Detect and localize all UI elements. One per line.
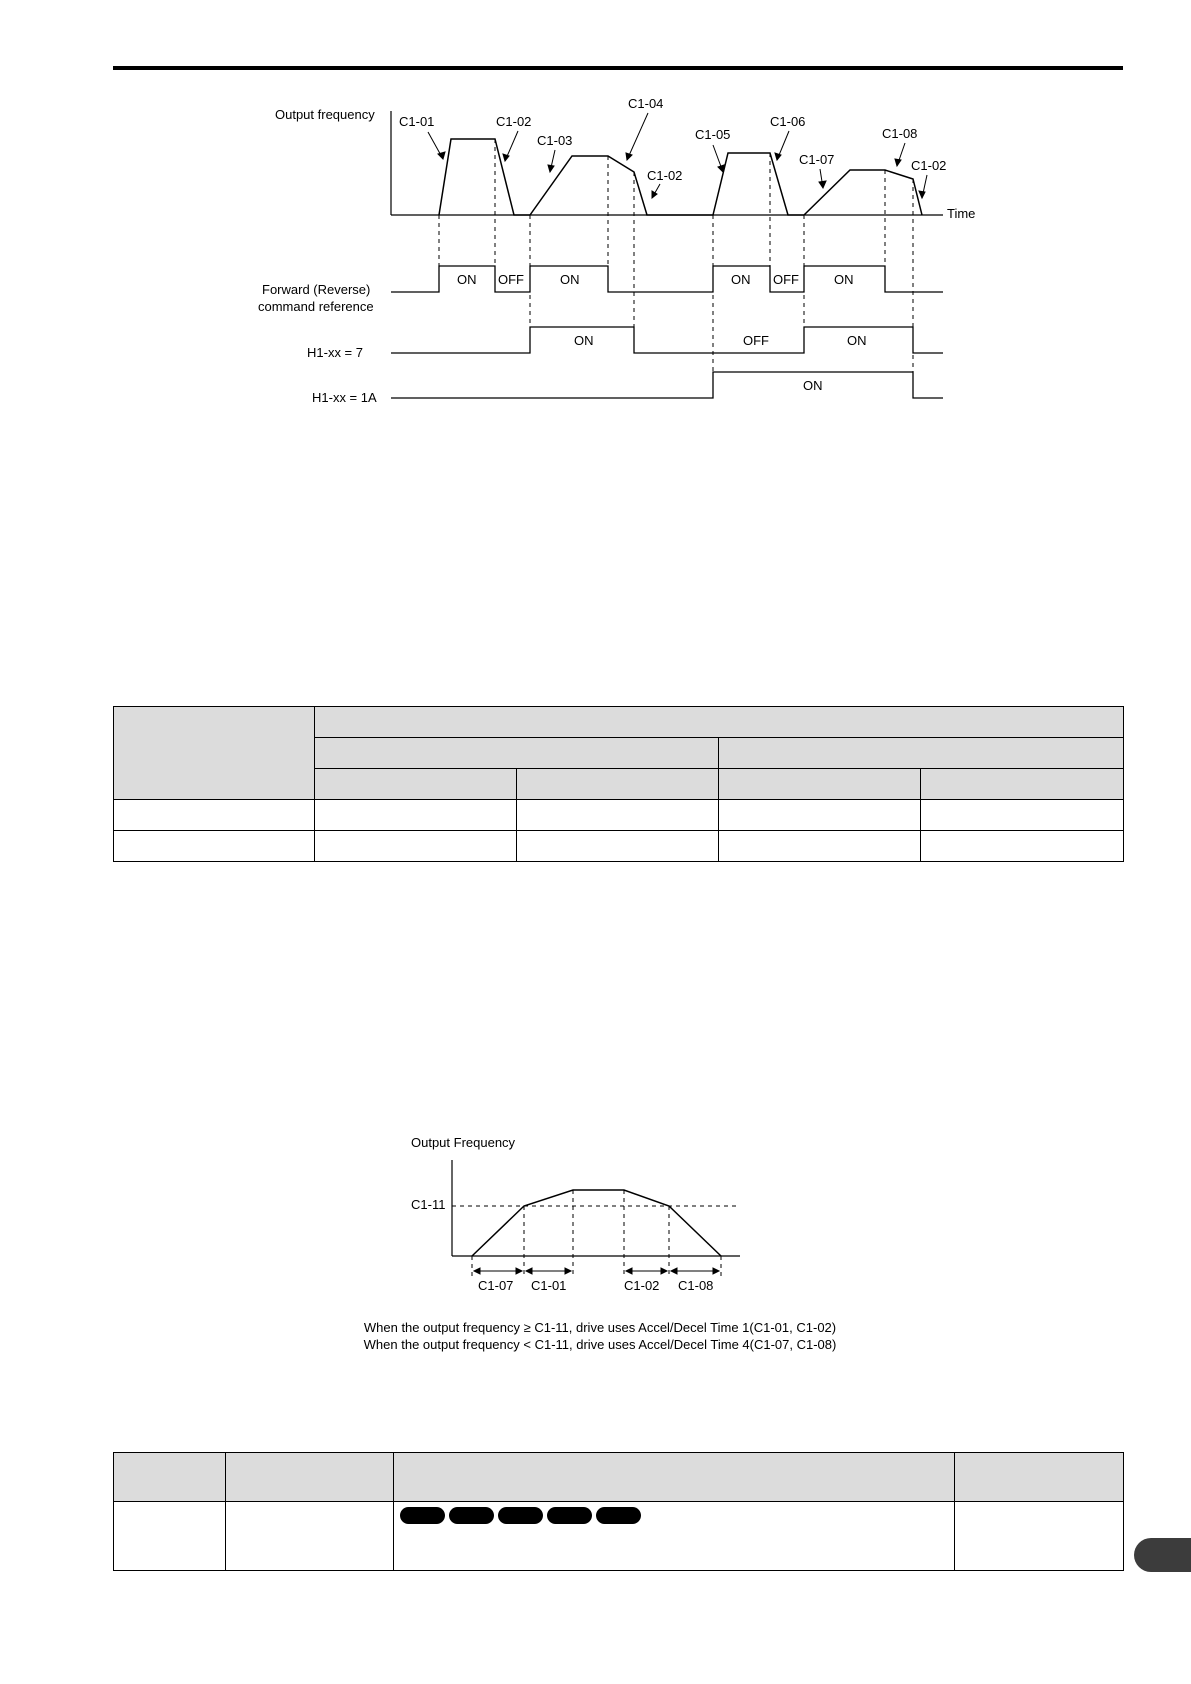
ramp-label: C1-05: [695, 127, 731, 142]
ramp-label: C1-08: [882, 126, 918, 141]
table-header-cell: [315, 769, 517, 800]
table-row: [114, 1502, 1124, 1571]
ramp-label: C1-03: [537, 133, 573, 148]
mode-badge: [596, 1507, 641, 1524]
parameter-table: [113, 1452, 1124, 1571]
signal-state: ON: [457, 272, 477, 287]
mode-badge: [449, 1507, 494, 1524]
table-header-cell: [114, 1453, 226, 1502]
ramp-label: C1-02: [496, 114, 532, 129]
table-header-cell: [315, 738, 719, 769]
ramp-label: C1-06: [770, 114, 806, 129]
signal-state: ON: [847, 333, 867, 348]
mode-badge: [547, 1507, 592, 1524]
signal-label: H1-xx = 1A: [312, 390, 377, 405]
y-axis-label: Output Frequency: [411, 1135, 516, 1150]
control-mode-badges: [400, 1507, 948, 1524]
table-row: [114, 800, 1124, 831]
interval-label: C1-01: [531, 1278, 567, 1293]
signal-label: command reference: [258, 299, 374, 314]
ramp-label: C1-02: [911, 158, 947, 173]
table-header-cell: [394, 1453, 955, 1502]
mode-badge: [400, 1507, 445, 1524]
x-axis-label: Time: [947, 206, 976, 221]
threshold-label: C1-11: [411, 1197, 446, 1212]
signal-trace-h1-1a: [391, 372, 943, 398]
table-header-cell: [955, 1453, 1124, 1502]
signal-state: ON: [731, 272, 751, 287]
table-header-cell: [315, 707, 1124, 738]
interval-label: C1-08: [678, 1278, 714, 1293]
signal-state: OFF: [743, 333, 769, 348]
table-header-cell: [719, 738, 1124, 769]
figure-caption-line: When the output frequency < C1-11, drive uses Accel/Decel Time 4(C1-07, C1-08): [363, 1337, 837, 1352]
signal-state: ON: [560, 272, 580, 287]
ramp-label: C1-02: [647, 168, 683, 183]
mode-badge: [498, 1507, 543, 1524]
table-header-cell: [517, 769, 719, 800]
ramp-label: C1-01: [399, 114, 435, 129]
signal-state: ON: [803, 378, 823, 393]
ramp-label: C1-07: [799, 152, 835, 167]
chapter-tab-marker: [1134, 1538, 1191, 1572]
table-row: [114, 831, 1124, 862]
interval-label: C1-02: [624, 1278, 660, 1293]
table-header-cell: [226, 1453, 394, 1502]
signal-state: ON: [834, 272, 854, 287]
y-axis-label: Output frequency: [275, 107, 375, 122]
figure-caption-line: When the output frequency ≥ C1-11, drive uses Accel/Decel Time 1(C1-01, C1-02): [363, 1320, 837, 1335]
interval-label: C1-07: [478, 1278, 514, 1293]
signal-state: OFF: [498, 272, 524, 287]
signal-state: ON: [574, 333, 594, 348]
signal-state: OFF: [773, 272, 799, 287]
switching-table: [113, 706, 1124, 862]
frequency-profile: [472, 1190, 721, 1256]
accel-decel-timing-diagram: [0, 0, 1191, 420]
table-header-cell: [921, 769, 1124, 800]
signal-label: H1-xx = 7: [307, 345, 363, 360]
table-header-cell: [719, 769, 921, 800]
interval-arrows: [474, 1268, 719, 1274]
ramp-label: C1-04: [628, 96, 664, 111]
table-header-cell: [114, 707, 315, 800]
signal-label: Forward (Reverse): [262, 282, 371, 297]
